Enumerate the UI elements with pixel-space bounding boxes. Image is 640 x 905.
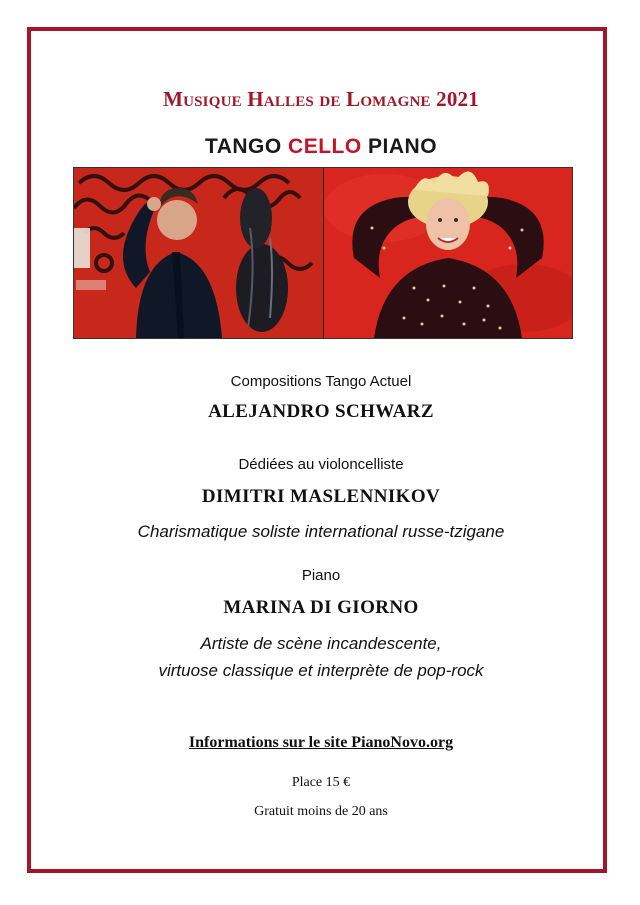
ticket-price: Place 15 €: [291, 775, 351, 790]
cellist-description: Charismatique soliste international russe-tzigane: [137, 522, 505, 541]
cellist-name: DIMITRI MASLENNIKOV: [201, 486, 441, 507]
pianist-name: MARINA DI GIORNO: [223, 597, 419, 618]
title-tango: TANGO: [204, 135, 289, 158]
title-cello: CELLO: [288, 135, 362, 158]
title-piano: PIANO: [361, 135, 438, 158]
free-entry-note: Gratuit moins de 20 ans: [254, 804, 388, 819]
pianist-photo-illustration: [324, 168, 573, 338]
pianist-photo: [323, 168, 573, 338]
composer-label: Compositions Tango Actuel: [230, 373, 412, 390]
composer-name: ALEJANDRO SCHWARZ: [208, 401, 434, 422]
cellist-photo: [74, 168, 323, 338]
pianist-description-line1: Artiste de scène incandescente,: [200, 634, 442, 653]
website-info-link[interactable]: Informations sur le site PianoNovo.org: [188, 734, 454, 751]
cellist-photo-illustration: [74, 168, 323, 338]
venue-heading: Musique Halles de Lomagne 2021: [163, 87, 479, 111]
pianist-label: Piano: [301, 567, 341, 584]
concert-poster: [27, 27, 607, 873]
concert-title: [31, 135, 611, 159]
photo-banner: [73, 167, 573, 339]
cellist-label: Dédiées au violoncelliste: [238, 456, 404, 473]
pianist-description-line2: virtuose classique et interprète de pop-rock: [158, 661, 484, 680]
